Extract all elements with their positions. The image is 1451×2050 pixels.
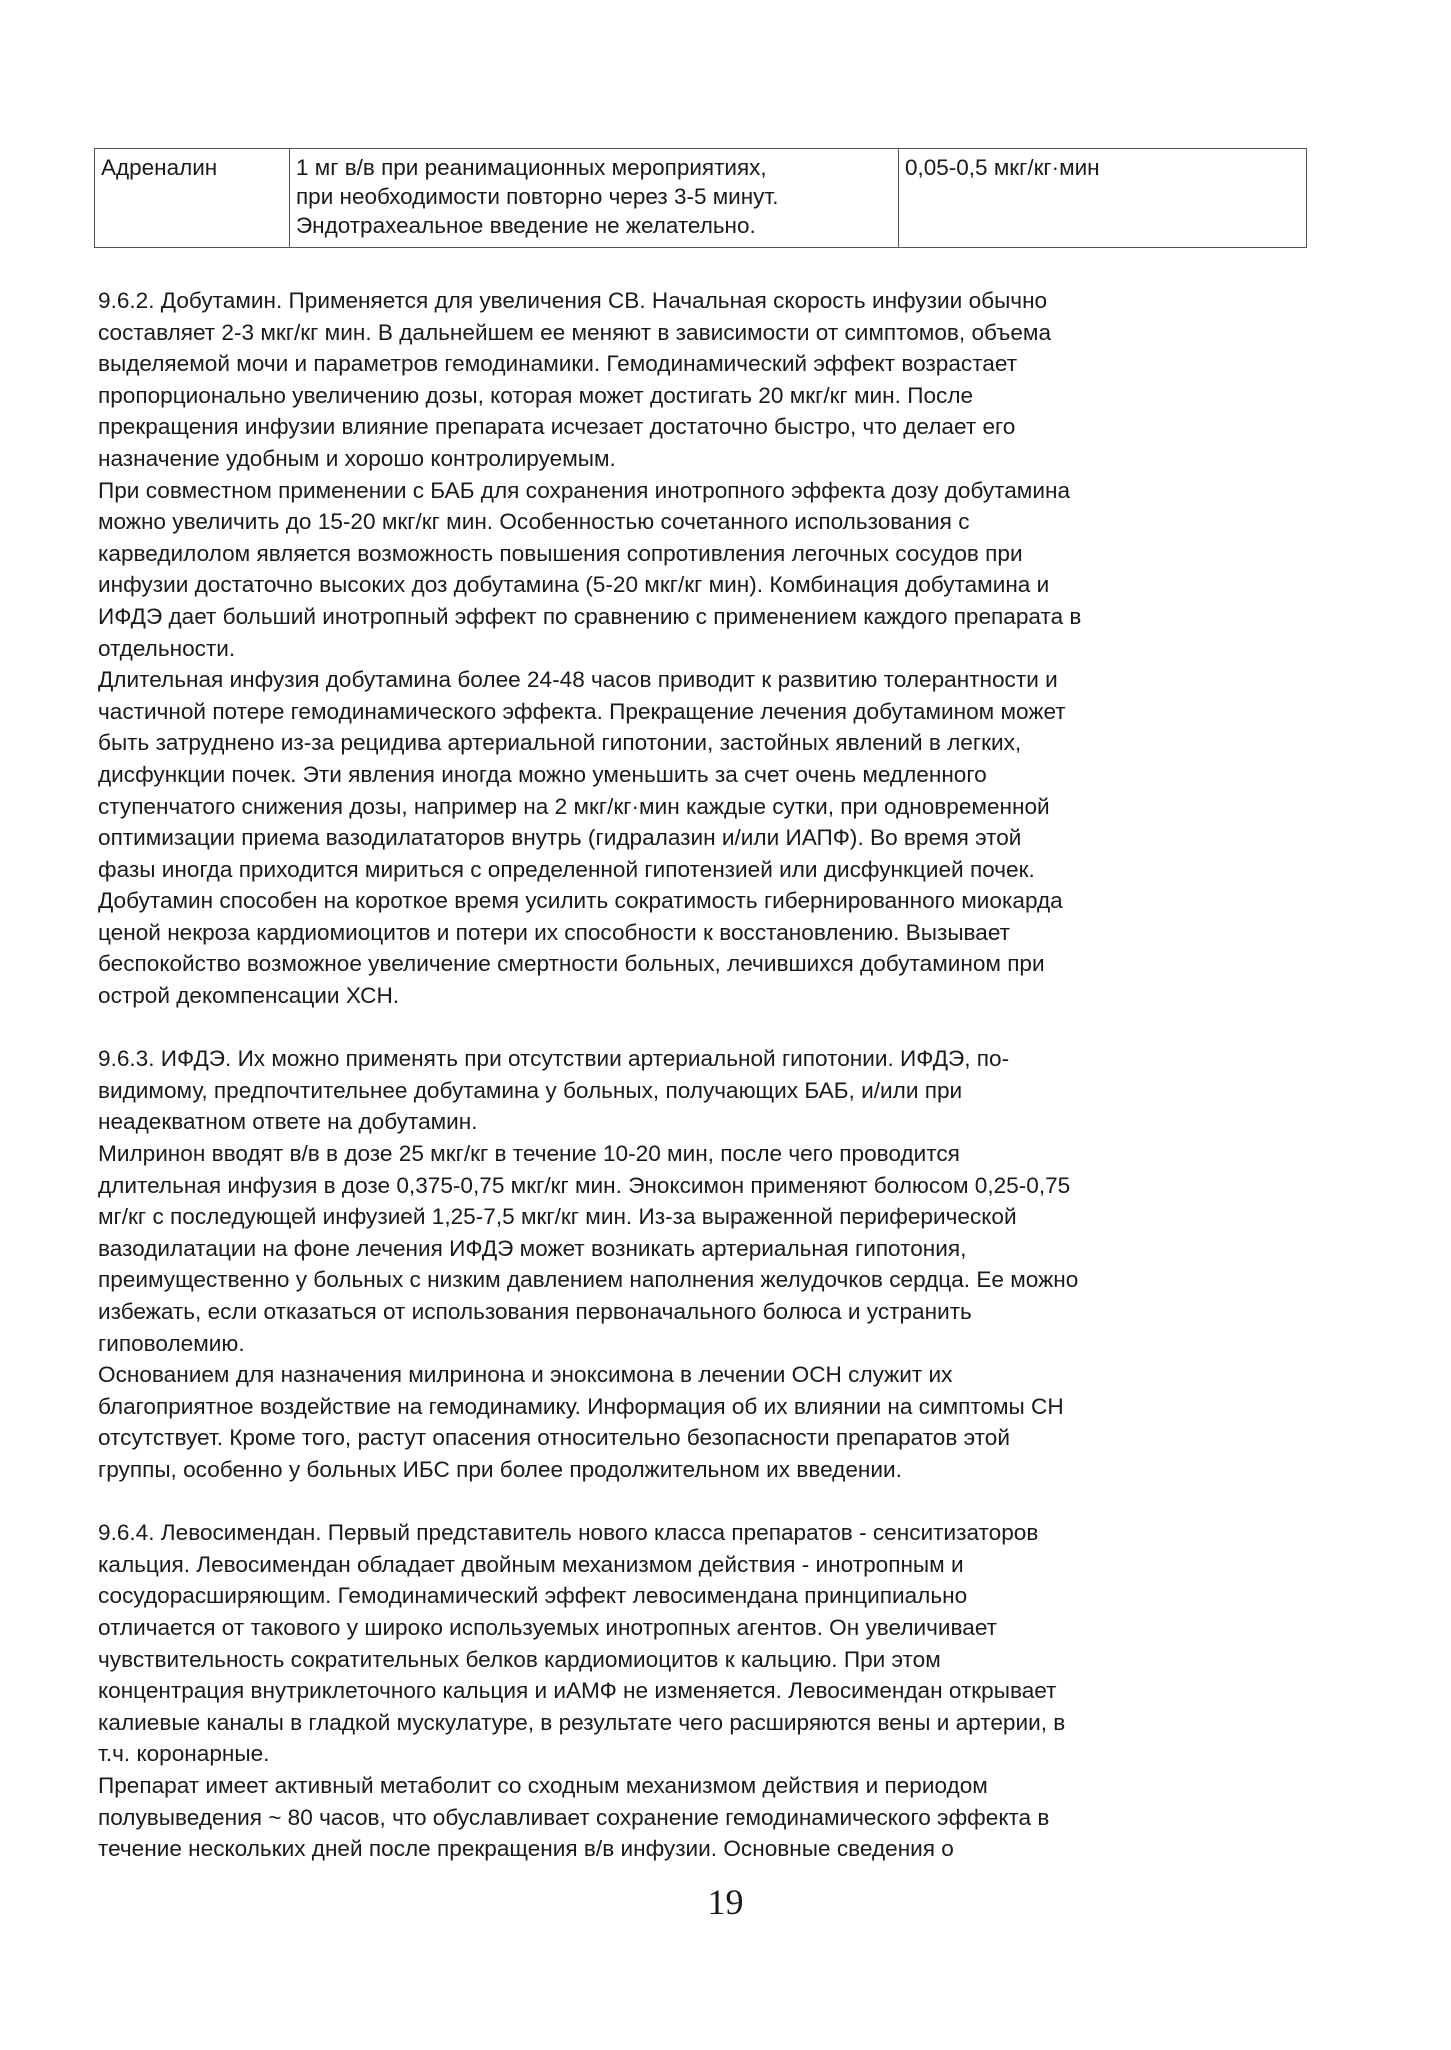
text-line: составляет 2-3 мкг/кг мин. В дальнейшем ее меняют в зависимости от симптомов, объема [98,319,1052,345]
text-line: острой декомпенсации ХСН. [98,983,400,1009]
paragraph [98,664,1338,1012]
text-line: отличается от такового у широко используемых инотропных агентов. Он увеличивает [98,1614,998,1640]
text-line: Добутамин способен на короткое время усилить сократимость гибернированного миокарда [98,888,1063,914]
text-line: течение нескольких дней после прекращения в/в инфузии. Основные сведения о [98,1836,954,1862]
text-line: Длительная инфузия добутамина более 24-48 часов приводит к развитию толерантности и [98,667,1058,693]
text-line: Препарат имеет активный метаболит со сходным механизмом действия и периодом [98,1772,988,1798]
text-line: гиповолемию. [98,1330,245,1356]
section [98,1517,1338,1865]
text-line: Милринон вводят в/в в дозе 25 мкг/кг в течение 10-20 мин, после чего проводится [98,1141,960,1167]
text-line: 9.6.4. Левосимендан. Первый представитель нового класса препаратов - сенситизаторов [98,1520,1039,1546]
text-line: ступенчатого снижения дозы, например на 2 мкг/кг·мин каждые сутки, при одновременной [98,793,1050,819]
paragraph [98,1770,1338,1865]
body-text [98,285,1338,1865]
text-line: выделяемой мочи и параметров гемодинамики. Гемодинамический эффект возрастает [98,351,1018,377]
text-line: прекращения инфузии влияние препарата исчезает достаточно быстро, что делает его [98,414,1016,440]
indication-line: 1 мг в/в при реанимационных мероприятиях, [296,155,767,180]
indication-cell [290,149,899,248]
table-row [95,149,1307,248]
text-line: мг/кг с последующей инфузией 1,25-7,5 мкг/кг мин. Из-за выраженной периферической [98,1204,1017,1230]
text-line: инфузии достаточно высоких доз добутамина (5-20 мкг/кг мин). Комбинация добутамина и [98,572,1050,598]
text-line: концентрация внутриклеточного кальция и иАМФ не изменяется. Левосимендан открывает [98,1678,1057,1704]
text-line: быть затруднено из-за рецидива артериальной гипотонии, застойных явлений в легких, [98,730,1022,756]
drug-name-cell: Адреналин [95,149,290,248]
indication-line: Эндотрахеальное введение не желательно. [296,213,756,238]
paragraph [98,1517,1338,1770]
text-line: ценой некроза кардиомиоцитов и потери их способности к восстановлению. Вызывает [98,919,1011,945]
text-line: Основанием для назначения милринона и эноксимона в лечении ОСН служит их [98,1362,953,1388]
section-gap [98,1012,1338,1044]
paragraph [98,1359,1338,1485]
text-line: карведилолом является возможность повышения сопротивления легочных сосудов при [98,540,1023,566]
text-line: оптимизации приема вазодилататоров внутрь (гидралазин и/или ИАПФ). Во время этой [98,825,1022,851]
section [98,285,1338,1012]
text-line: т.ч. коронарные. [98,1741,270,1767]
text-line: преимущественно у больных с низким давлением наполнения желудочков сердца. Ее можно [98,1267,1079,1293]
text-line: ИФДЭ дает больший инотропный эффект по сравнению с применением каждого препарата в [98,603,1082,629]
text-line: назначение удобным и хорошо контролируемым. [98,445,616,471]
text-line: пропорционально увеличению дозы, которая может достигать 20 мкг/кг мин. После [98,382,974,408]
text-line: калиевые каналы в гладкой мускулатуре, в результате чего расширяются вены и артерии, в [98,1709,1066,1735]
dose-cell: 0,05-0,5 мкг/кг·мин [899,149,1307,248]
text-line: группы, особенно у больных ИБС при более продолжительном их введении. [98,1456,902,1482]
text-line: частичной потере гемодинамического эффекта. Прекращение лечения добутамином может [98,698,1066,724]
text-line: кальция. Левосимендан обладает двойным механизмом действия - инотропным и [98,1551,964,1577]
text-line: беспокойство возможное увеличение смертности больных, лечившихся добутамином при [98,951,1045,977]
page-number: 19 [707,1882,744,1922]
text-line: избежать, если отказаться от использования первоначального болюса и устранить [98,1299,972,1324]
section [98,1043,1338,1485]
text-line: 9.6.2. Добутамин. Применяется для увеличения СВ. Начальная скорость инфузии обычно [98,288,1048,313]
section-gap [98,1486,1338,1518]
text-line: можно увеличить до 15-20 мкг/кг мин. Особенностью сочетанного использования с [98,509,970,535]
text-line: чувствительность сократительных белков кардиомиоцитов к кальцию. При этом [98,1646,941,1672]
text-line: При совместном применении с БАБ для сохранения инотропного эффекта дозу добутамина [98,477,1071,503]
text-line: неадекватном ответе на добутамин. [98,1109,478,1135]
drug-dosage-table [94,148,1307,248]
text-line: благоприятное воздействие на гемодинамику. Информация об их влиянии на симптомы СН [98,1393,1064,1419]
paragraph [98,285,1338,475]
paragraph [98,1138,1338,1359]
text-line: дисфункции почек. Эти явления иногда можно уменьшить за счет очень медленного [98,761,987,787]
text-line: отсутствует. Кроме того, растут опасения относительно безопасности препаратов этой [98,1425,1010,1451]
text-line: 9.6.3. ИФДЭ. Их можно применять при отсутствии артериальной гипотонии. ИФДЭ, по- [98,1046,1010,1072]
paragraph [98,475,1338,665]
text-line: фазы иногда приходится мириться с определенной гипотензией или дисфункцией почек. [98,856,1035,882]
text-line: вазодилатации на фоне лечения ИФДЭ может возникать артериальная гипотония, [98,1235,967,1261]
text-line: видимому, предпочтительнее добутамина у больных, получающих БАБ, и/или при [98,1077,963,1103]
paragraph [98,1043,1338,1138]
text-line: длительная инфузия в дозе 0,375-0,75 мкг/кг мин. Эноксимон применяют болюсом 0,25-0,75 [98,1172,1071,1198]
text-line: сосудорасширяющим. Гемодинамический эффект левосимендана принципиально [98,1583,968,1609]
indication-line: при необходимости повторно через 3-5 минут. [296,184,779,209]
text-line: полувыведения ~ 80 часов, что обуславливает сохранение гемодинамического эффекта в [98,1804,1050,1830]
text-line: отдельности. [98,635,236,661]
